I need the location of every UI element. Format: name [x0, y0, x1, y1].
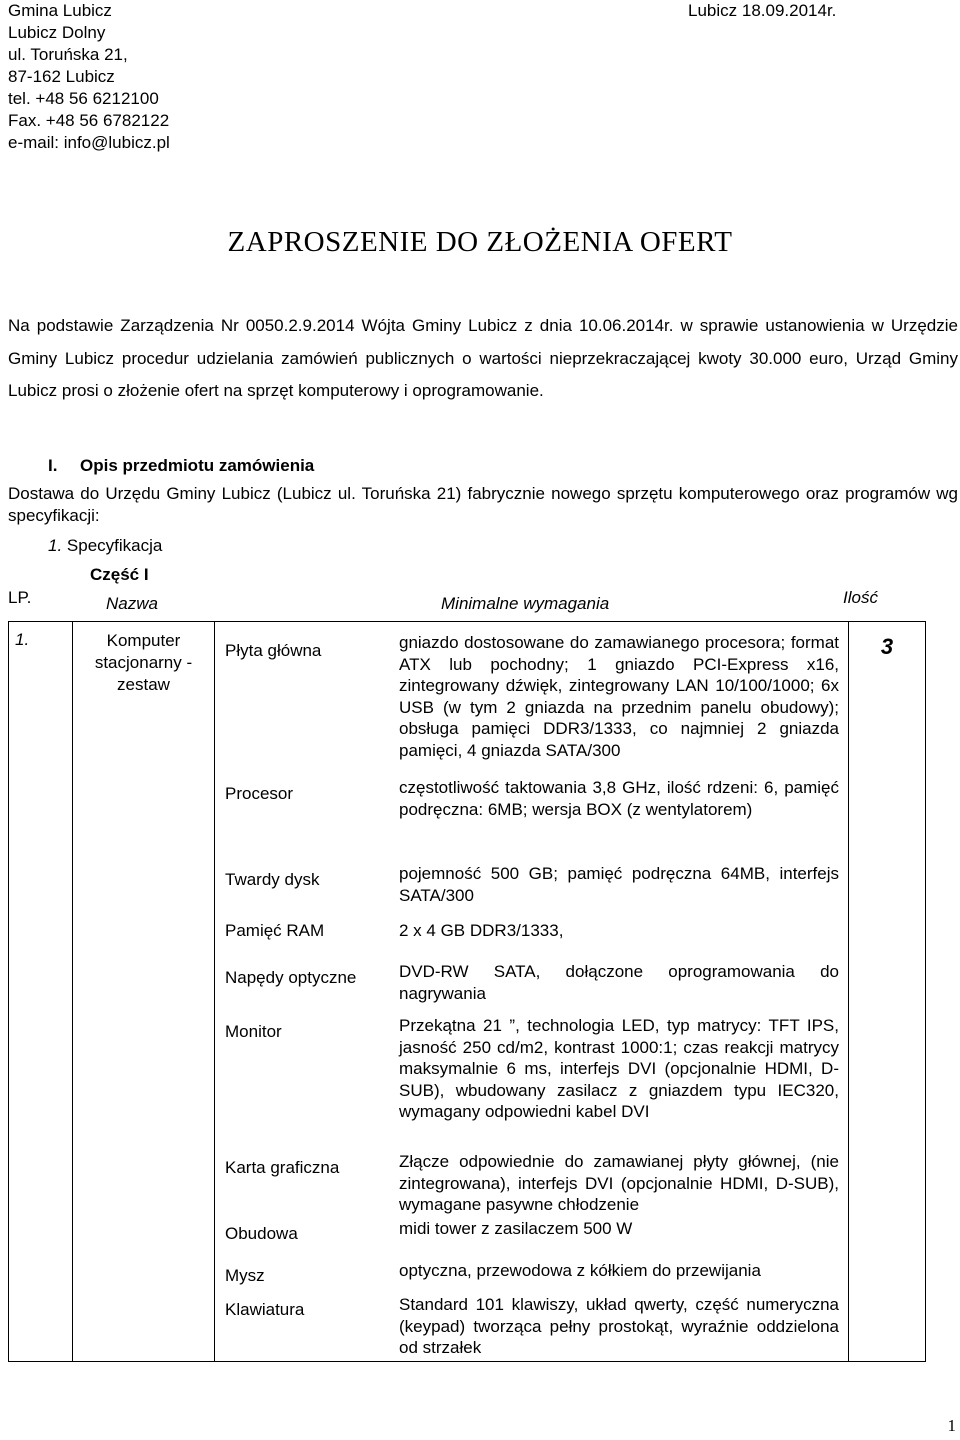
component-req: Przekątna 21 ”, technologia LED, typ matrycy: TFT IPS, jasność 250 cd/m2, kontrast 1000:1; czas reakcji matrycy maksymalnie 6 ms, interfejs DVI (opcjonalnie HDMI, D-SUB), wbudowany zasilacz z gniazdem typu IEC320, wymagany odpowiedni kabel DVI — [399, 1016, 839, 1121]
spec-heading — [48, 536, 162, 556]
sender-address — [8, 0, 170, 154]
component-name: Monitor — [225, 1022, 282, 1041]
component-name: Pamięć RAM — [225, 921, 325, 940]
header-quantity: Ilość — [843, 588, 878, 607]
section-description: Dostawa do Urzędu Gminy Lubicz (Lubicz ul. Toruńska 21) fabrycznie nowego sprzętu komputerowego oraz programów wg specyfikacji: — [8, 484, 958, 525]
row-lp: 1. — [9, 622, 73, 1362]
header-requirements: Minimalne wymagania — [441, 594, 610, 613]
row-quantity: 3 — [849, 622, 926, 1362]
component-req: 2 x 4 GB DDR3/1333, — [399, 921, 564, 940]
document-date: Lubicz 18.09.2014r. — [688, 1, 837, 20]
header-lp: LP. — [8, 588, 32, 607]
page-number: 1 — [947, 1416, 956, 1435]
table-row — [9, 622, 926, 1362]
component-req: DVD-RW SATA, dołączone oprogramowania do nagrywania — [399, 962, 839, 1003]
address-line: Lubicz Dolny — [8, 23, 106, 42]
address-line: ul. Toruńska 21, — [8, 45, 128, 64]
header-name: Nazwa — [106, 594, 158, 613]
component-name: Obudowa — [225, 1224, 298, 1243]
address-line: tel. +48 56 6212100 — [8, 89, 159, 108]
intro-paragraph: Na podstawie Zarządzenia Nr 0050.2.9.2014 Wójta Gminy Lubicz z dnia 10.06.2014r. w sprawie ustanowienia w Urzędzie Gminy Lubicz procedur udzielania zamówień publicznych o wartości nieprzekraczającej kwoty 30.000 euro, Urząd Gminy Lubicz prosi o złożenie ofert na sprzęt komputerowy i oprogramowanie. — [8, 316, 958, 400]
spec-label: Specyfikacja — [66, 536, 163, 555]
component-req: midi tower z zasilaczem 500 W — [399, 1219, 633, 1238]
component-name: Twardy dysk — [225, 870, 320, 889]
component-name: Procesor — [225, 784, 294, 803]
address-line: Fax. +48 56 6782122 — [8, 111, 170, 130]
email-line: e-mail: info@lubicz.pl — [8, 133, 170, 152]
address-line: Gmina Lubicz — [8, 1, 112, 20]
document-title: ZAPROSZENIE DO ZŁOŻENIA OFERT — [227, 226, 733, 258]
address-line: 87-162 Lubicz — [8, 67, 115, 86]
component-req: Standard 101 klawiszy, układ qwerty, część numeryczna (keypad) tworząca pełny prostokąt, wyraźnie oddzielona od strzałek — [399, 1295, 839, 1357]
component-req: pojemność 500 GB; pamięć podręczna 64MB, interfejs SATA/300 — [399, 864, 839, 905]
row-components — [215, 622, 849, 1362]
component-name: Karta graficzna — [225, 1158, 340, 1177]
component-req: optyczna, przewodowa z kółkiem do przewijania — [399, 1261, 761, 1280]
component-name: Mysz — [225, 1266, 265, 1285]
part-label: Część I — [90, 565, 149, 584]
spec-table — [8, 621, 926, 1362]
component-name: Płyta główna — [225, 641, 322, 660]
spec-number: 1. — [48, 536, 63, 555]
component-req: gniazdo dostosowane do zamawianego procesora; format ATX lub pochodny; 1 gniazdo PCI-Express x16, zintegrowany dźwięk, zintegrowany LAN 10/100/1000; 6x USB (w tym 2 gniazda na przednim panelu obudowy); obsługa pamięci DDR3/1333, co najmniej 2 gniazda pamięci, 4 gniazda SATA/300 — [399, 633, 839, 760]
component-req: Złącze odpowiednie do zamawianej płyty głównej, (nie zintegrowana), interfejs DVI (opcjonalnie HDMI, D-SUB), wymagane pasywne chłodzenie — [399, 1152, 839, 1214]
section-number: I. — [48, 456, 58, 475]
component-req: częstotliwość taktowania 3,8 GHz, ilość rdzeni: 6, pamięć podręczna: 6MB; wersja BOX (z wentylatorem) — [399, 778, 839, 819]
section-heading — [48, 456, 314, 476]
row-product: Komputer stacjonarny - zestaw — [73, 622, 215, 1362]
component-name: Napędy optyczne — [225, 968, 357, 987]
section-title: Opis przedmiotu zamówienia — [80, 456, 315, 475]
component-name: Klawiatura — [225, 1300, 305, 1319]
